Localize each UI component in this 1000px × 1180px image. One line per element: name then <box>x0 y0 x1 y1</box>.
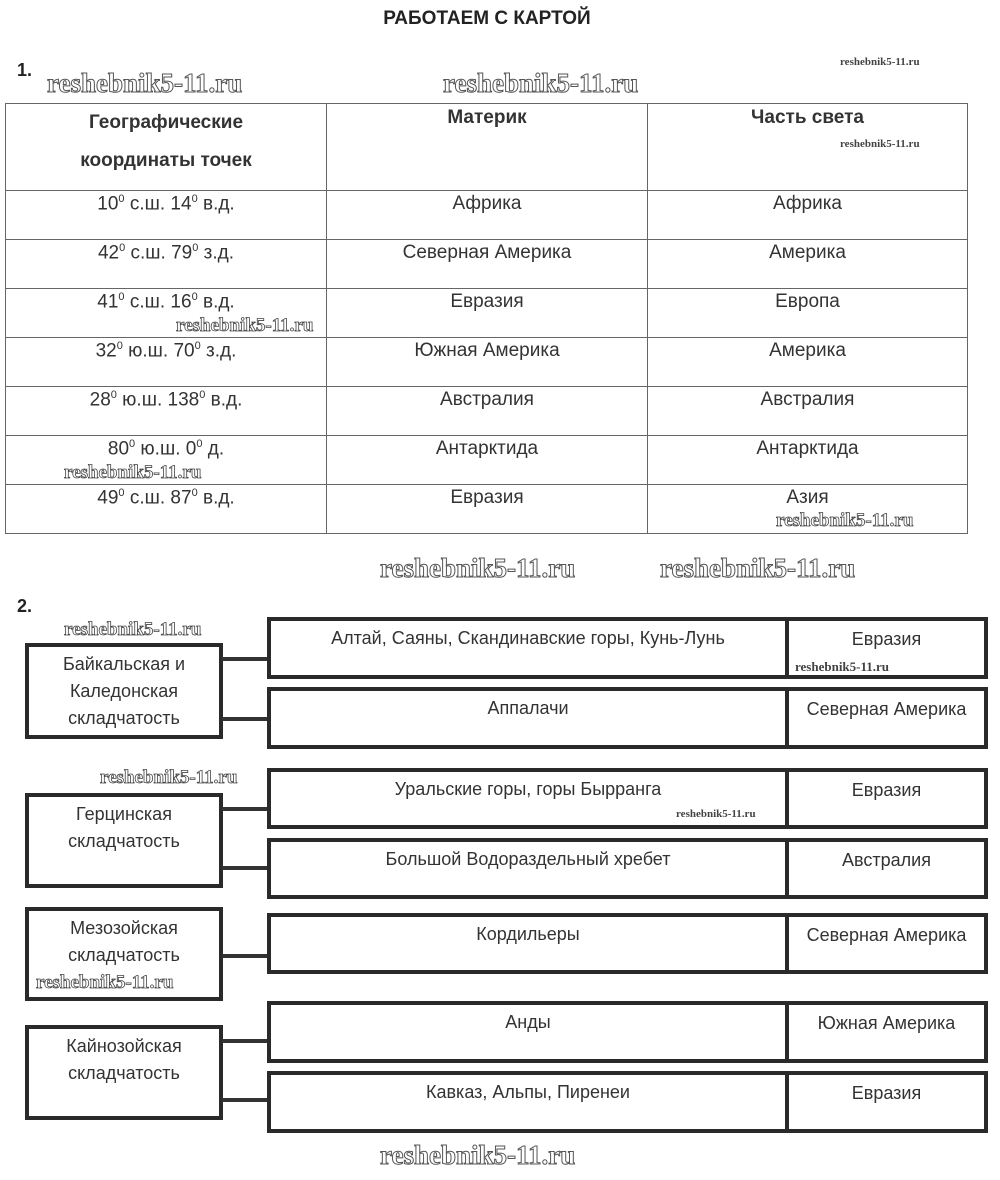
connector-line <box>222 657 268 661</box>
connector-line <box>222 1098 268 1102</box>
watermark: reshebnik5-11.ru <box>660 553 856 583</box>
watermark: reshebnik5-11.ru <box>776 510 914 531</box>
watermark: reshebnik5-11.ru <box>100 767 238 788</box>
degree-mark: 0 <box>191 291 198 303</box>
degree-mark: 0 <box>119 242 126 254</box>
degree-mark: 0 <box>191 193 198 205</box>
coord-lon-dir: в.д. <box>210 389 243 411</box>
watermark: reshebnik5-11.ru <box>676 808 756 820</box>
coord-lon-dir: д. <box>207 438 225 460</box>
mountains-box: Кавказ, Альпы, Пиренеи <box>267 1071 789 1133</box>
watermark: reshebnik5-11.ru <box>795 659 890 674</box>
coord-lat-dir: с.ш. <box>129 487 166 509</box>
mountains-box: Уральские горы, горы Бырранга <box>267 768 789 829</box>
degree-mark: 0 <box>118 487 125 499</box>
degree-mark: 0 <box>196 438 203 450</box>
coord-lon-dir: в.д. <box>202 487 235 509</box>
coord-lat-dir: ю.ш. <box>122 389 163 411</box>
page-title: РАБОТАЕМ С КАРТОЙ <box>383 8 591 29</box>
coord-lat-dir: с.ш. <box>129 291 166 313</box>
continent-cell: Африка <box>327 191 648 240</box>
coord-lat: 10 <box>97 193 119 215</box>
watermark: reshebnik5-11.ru <box>840 138 920 150</box>
part-of-world-cell: Европа <box>648 289 968 338</box>
continent-box: Северная Америка <box>785 913 988 974</box>
coord-lat: 28 <box>89 389 111 411</box>
coord-lat: 42 <box>97 242 120 264</box>
continent-cell: Евразия <box>327 289 648 338</box>
coord-lat-dir: ю.ш. <box>140 438 181 460</box>
degree-mark: 0 <box>191 487 198 499</box>
part-of-world-cell: Америка <box>648 240 968 289</box>
watermark: reshebnik5-11.ru <box>380 553 576 583</box>
continent-box: Южная Америка <box>785 1001 988 1063</box>
mountains-box: Большой Водораздельный хребет <box>267 838 789 899</box>
coord-lat: 80 <box>107 438 130 460</box>
degree-mark: 0 <box>118 291 125 303</box>
continent-box: Евразия <box>785 617 988 679</box>
part-of-world-cell: Америка <box>648 338 968 387</box>
coordinates-cell <box>6 240 327 289</box>
mountains-box: Анды <box>267 1001 789 1063</box>
watermark: reshebnik5-11.ru <box>64 619 202 640</box>
coord-lon: 14 <box>170 193 192 215</box>
section-1-number: 1. <box>17 60 33 80</box>
coord-lat: 32 <box>95 340 117 362</box>
degree-mark: 0 <box>194 340 201 352</box>
degree-mark: 0 <box>116 340 123 352</box>
coord-lat-dir: с.ш. <box>129 193 166 215</box>
part-of-world-cell: Антарктида <box>648 436 968 485</box>
coord-lon-dir: в.д. <box>202 193 235 215</box>
table-row <box>6 338 968 387</box>
watermark: reshebnik5-11.ru <box>840 56 920 68</box>
table-row <box>6 387 968 436</box>
part-of-world-cell: Азия <box>648 485 968 534</box>
coordinates-cell <box>6 485 327 534</box>
degree-mark: 0 <box>110 389 117 401</box>
part-of-world-cell: Австралия <box>648 387 968 436</box>
connector-line <box>222 807 268 811</box>
coordinates-cell <box>6 338 327 387</box>
continent-cell: Евразия <box>327 485 648 534</box>
watermark: reshebnik5-11.ru <box>443 68 639 98</box>
degree-mark: 0 <box>129 438 136 450</box>
mountains-box: Кордильеры <box>267 913 789 974</box>
folding-type-box: Кайнозойская складчатость <box>25 1025 223 1120</box>
continent-box: Северная Америка <box>785 687 988 749</box>
coordinates-cell <box>6 191 327 240</box>
table-header-row <box>6 104 968 191</box>
continent-box: Австралия <box>785 838 988 899</box>
coord-lon: 87 <box>170 487 192 509</box>
degree-mark: 0 <box>192 242 199 254</box>
coord-lat: 41 <box>97 291 119 313</box>
part-of-world-cell: Африка <box>648 191 968 240</box>
watermark: reshebnik5-11.ru <box>47 68 243 98</box>
header-part-of-world: Часть света <box>648 104 968 191</box>
coord-lon: 70 <box>173 340 195 362</box>
coord-lon: 138 <box>167 389 200 411</box>
coord-lat-dir: с.ш. <box>130 242 166 264</box>
coord-lon-dir: з.д. <box>206 340 237 362</box>
table-row <box>6 191 968 240</box>
continent-cell: Южная Америка <box>327 338 648 387</box>
coordinates-cell <box>6 387 327 436</box>
coord-lon: 79 <box>171 242 193 264</box>
connector-line <box>222 1039 268 1043</box>
degree-mark: 0 <box>199 389 206 401</box>
continent-cell: Антарктида <box>327 436 648 485</box>
coord-lat-dir: ю.ш. <box>128 340 169 362</box>
coord-lon-dir: в.д. <box>202 291 235 313</box>
continent-cell: Северная Америка <box>327 240 648 289</box>
connector-line <box>222 866 268 870</box>
folding-type-box: Байкальская и Каледонская складчатость <box>25 643 223 739</box>
continent-box: Евразия <box>785 1071 988 1133</box>
folding-type-box: Герцинская складчатость <box>25 793 223 888</box>
watermark: reshebnik5-11.ru <box>64 462 202 483</box>
mountains-box: Алтай, Саяны, Скандинавские горы, Кунь-Лунь <box>267 617 789 679</box>
table-row <box>6 289 968 338</box>
watermark: reshebnik5-11.ru <box>36 972 174 993</box>
connector-line <box>222 954 268 958</box>
header-coordinates: Географические координаты точек <box>6 104 327 191</box>
coord-lon: 0 <box>185 438 197 460</box>
section-2-number: 2. <box>17 596 33 616</box>
continent-box: Евразия <box>785 768 988 829</box>
degree-mark: 0 <box>118 193 125 205</box>
folding-type-box: Мезозойская складчатость <box>25 907 223 1001</box>
continent-cell: Австралия <box>327 387 648 436</box>
table-row <box>6 240 968 289</box>
watermark: reshebnik5-11.ru <box>380 1140 576 1170</box>
coord-lon: 16 <box>170 291 192 313</box>
header-continent: Материк <box>327 104 648 191</box>
coord-lat: 49 <box>97 487 119 509</box>
coord-lon-dir: з.д. <box>203 242 235 264</box>
connector-line <box>222 717 268 721</box>
watermark: reshebnik5-11.ru <box>176 315 314 336</box>
mountains-box: Аппалачи <box>267 687 789 749</box>
